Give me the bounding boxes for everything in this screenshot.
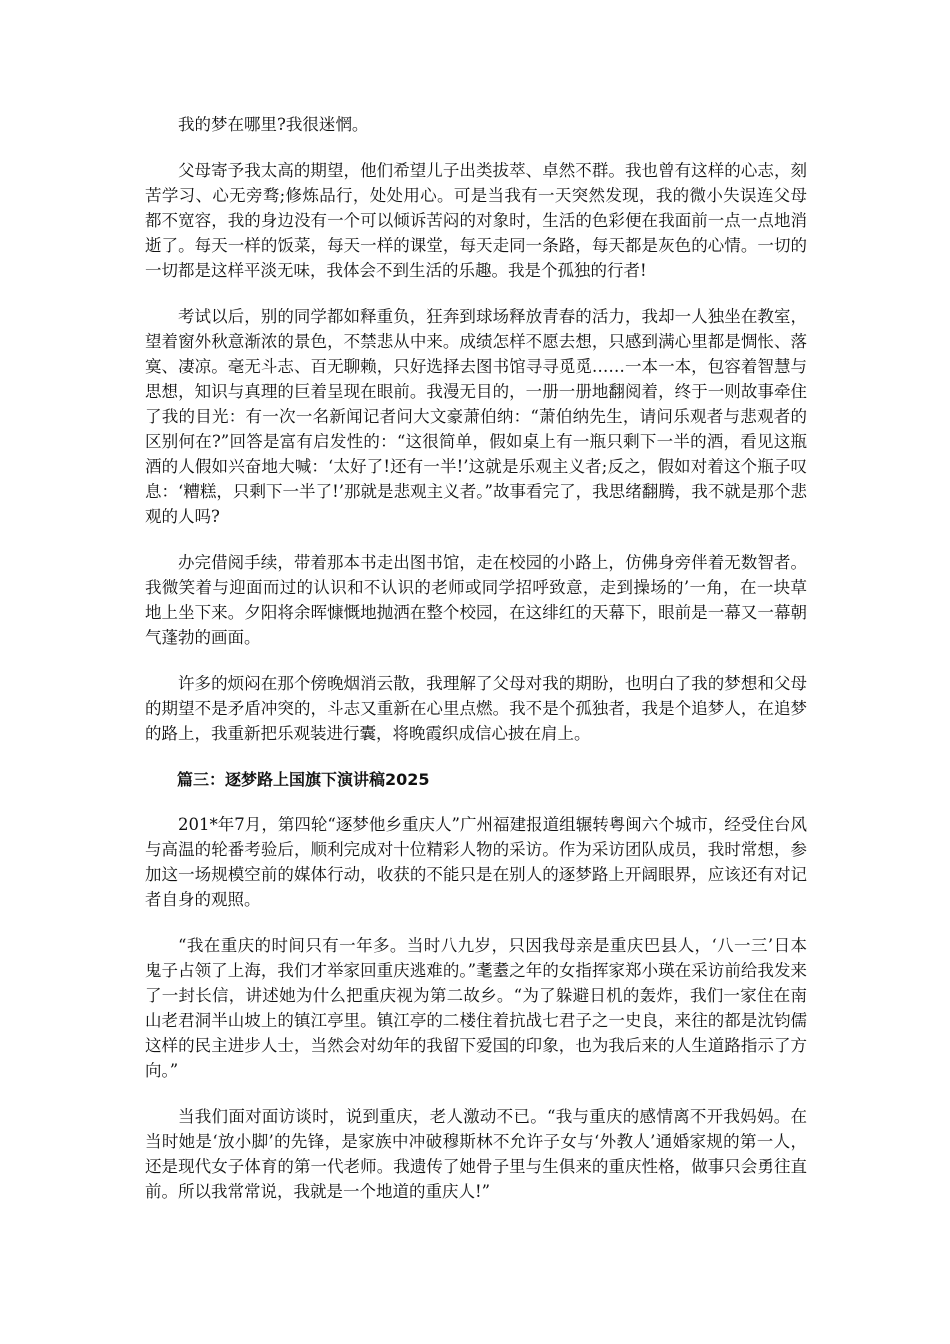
- document-page: [145, 112, 807, 1225]
- paragraph: “我在重庆的时间只有一年多。当时八九岁，只因我母亲是重庆巴县人，‘八一三’日本鬼子占领了上海，我们才举家回重庆逃难的。”耄耋之年的女指挥家郑小瑛在采访前给我发来了一封长信，讲述她为什么把重庆视为第二故乡。“为了躲避日机的轰炸，我们一家住在南山老君洞半山坡上的镇江亭里。镇江亭的二楼住着抗战七君子之一史良，来往的都是沈钧儒这样的民主进步人士，当然会对幼年的我留下爱国的印象，也为我后来的人生道路指示了方向。”: [145, 936, 807, 1080]
- paragraph: 201*年7月，第四轮“逐梦他乡重庆人”广州福建报道组辗转粤闽六个城市，经受住台风与高温的轮番考验后，顺利完成对十位精彩人物的采访。作为采访团队成员，我时常想，参加这一场规模空前的媒体行动，收获的不能只是在别人的逐梦路上开阔眼界，应该还有对记者自身的观照。: [145, 815, 807, 909]
- section-heading: 篇三：逐梦路上国旗下演讲稿2025: [177, 770, 430, 789]
- paragraph: 许多的烦闷在那个傍晚烟消云散，我理解了父母对我的期盼，也明白了我的梦想和父母的期望不是矛盾冲突的，斗志又重新在心里点燃。我不是个孤独者，我是个追梦人，在追梦的路上，我重新把乐观装进行囊，将晚霞织成信心披在肩上。: [145, 674, 807, 743]
- paragraph: 考试以后，别的同学都如释重负，狂奔到球场释放青春的活力，我却一人独坐在教室，望着窗外秋意渐浓的景色，不禁悲从中来。成绩怎样不愿去想，只感到满心里都是惆怅、落寞、凄凉。毫无斗志、百无聊赖，只好选择去图书馆寻寻觅觅……一本一本，包容着智慧与思想，知识与真理的巨着呈现在眼前。我漫无目的，一册一册地翻阅着，终于一则故事牵住了我的目光：有一次一名新闻记者问大文豪萧伯纳：“萧伯纳先生，请问乐观者与悲观者的区别何在?”回答是富有启发性的：“这很简单，假如桌上有一瓶只剩下一半的酒，看见这瓶酒的人假如兴奋地大喊：‘太好了!还有一半!’这就是乐观主义者;反之，假如对着这个瓶子叹息：‘糟糕，只剩下一半了!’那就是悲观主义者。”故事看完了，我思绪翻腾，我不就是那个悲观的人吗?: [145, 307, 807, 526]
- paragraph: 我的梦在哪里?我很迷惘。: [178, 115, 369, 134]
- paragraph: 父母寄予我太高的期望，他们希望儿子出类拔萃、卓然不群。我也曾有这样的心志，刻苦学习、心无旁骛;修炼品行，处处用心。可是当我有一天突然发现，我的微小失误连父母都不宽容，我的身边没有一个可以倾诉苦闷的对象时，生活的色彩便在我面前一点一点地消逝了。每天一样的饭菜，每天一样的课堂，每天走同一条路，每天都是灰色的心情。一切的一切都是这样平淡无味，我体会不到生活的乐趣。我是个孤独的行者!: [145, 161, 807, 280]
- paragraph: 办完借阅手续，带着那本书走出图书馆，走在校园的小路上，仿佛身旁伴着无数智者。我微笑着与迎面而过的认识和不认识的老师或同学招呼致意，走到操场的’一角，在一块草地上坐下来。夕阳将余晖慷慨地抛洒在整个校园，在这绯红的天幕下，眼前是一幕又一幕朝气蓬勃的画面。: [145, 553, 807, 647]
- paragraph: 当我们面对面访谈时，说到重庆，老人激动不已。“我与重庆的感情离不开我妈妈。在当时她是‘放小脚’的先锋，是家族中冲破穆斯林不允许子女与‘外教人’通婚家规的第一人，还是现代女子体育的第一代老师。我遗传了她骨子里与生俱来的重庆性格，做事只会勇往直前。所以我常常说，我就是一个地道的重庆人!”: [145, 1107, 807, 1201]
